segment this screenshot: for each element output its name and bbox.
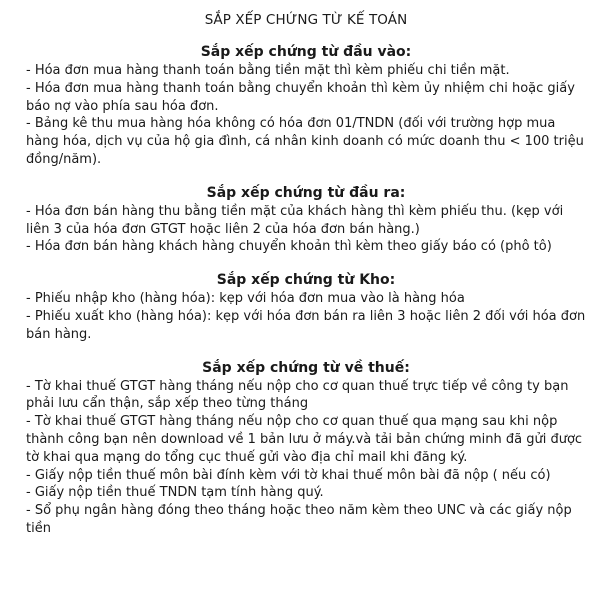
document-title: SẮP XẾP CHỨNG TỪ KẾ TOÁN — [204, 12, 408, 28]
list-item: - Hóa đơn bán hàng thu bằng tiền mặt của khách hàng thì kèm phiếu thu. (kẹp với liên 3 của hóa đơn GTGT hoặc liên 2 của hóa đơn bán hàng.) — [26, 203, 564, 237]
list-item: - Hóa đơn mua hàng thanh toán bằng chuyển khoản thì kèm ủy nhiệm chi hoặc giấy báo nợ vào phía sau hóa đơn. — [26, 80, 575, 114]
section-tax-documents — [26, 359, 586, 538]
list-item: - Bảng kê thu mua hàng hóa không có hóa đơn 01/TNDN (đối với trường hợp mua hàng hóa, dịch vụ của hộ gia đình, cá nhân kinh doanh có mức doanh thu < 100 triệu đồng/năm). — [26, 116, 584, 167]
section-heading: Sắp xếp chứng từ đầu ra: — [206, 184, 406, 201]
section-heading: Sắp xếp chứng từ đầu vào: — [200, 44, 412, 60]
section-input-documents — [26, 43, 586, 169]
list-item: - Hóa đơn mua hàng thanh toán bằng tiền mặt thì kèm phiếu chi tiền mặt. — [26, 63, 510, 78]
list-item: - Giấy nộp tiền thuế môn bài đính kèm với tờ khai thuế môn bài đã nộp ( nếu có) — [26, 467, 551, 483]
list-item: - Phiếu xuất kho (hàng hóa): kẹp với hóa đơn bán ra liên 3 hoặc liên 2 đối với hóa đơn bán hàng. — [26, 308, 586, 342]
list-item: - Hóa đơn bán hàng khách hàng chuyển khoản thì kèm theo giấy báo có (phô tô) — [26, 239, 552, 255]
section-heading: Sắp xếp chứng từ về thuế: — [202, 359, 410, 376]
list-item: - Sổ phụ ngân hàng đóng theo tháng hoặc theo năm kèm theo UNC và các giấy nộp tiền — [26, 503, 572, 536]
list-item: - Phiếu nhập kho (hàng hóa): kẹp với hóa đơn mua vào là hàng hóa — [26, 291, 465, 307]
list-item: - Giấy nộp tiền thuế TNDN tạm tính hàng quý. — [26, 485, 324, 501]
list-item: - Tờ khai thuế GTGT hàng tháng nếu nộp cho cơ quan thuế trực tiếp về công ty bạn phải lưu cẩn thận, sắp xếp theo từng tháng — [26, 378, 569, 412]
section-output-documents — [26, 184, 586, 256]
section-heading: Sắp xếp chứng từ Kho: — [216, 272, 396, 289]
list-item: - Tờ khai thuế GTGT hàng tháng nếu nộp cho cơ quan thuế qua mạng sau khi nộp thành công bạn nên download về 1 bản lưu ở máy.và tải bản chứng minh đã gửi được tờ khai qua mạng do tổng cục thuế gửi vào địa chỉ mail khi đăng ký. — [26, 414, 583, 465]
section-warehouse-documents — [26, 271, 586, 343]
